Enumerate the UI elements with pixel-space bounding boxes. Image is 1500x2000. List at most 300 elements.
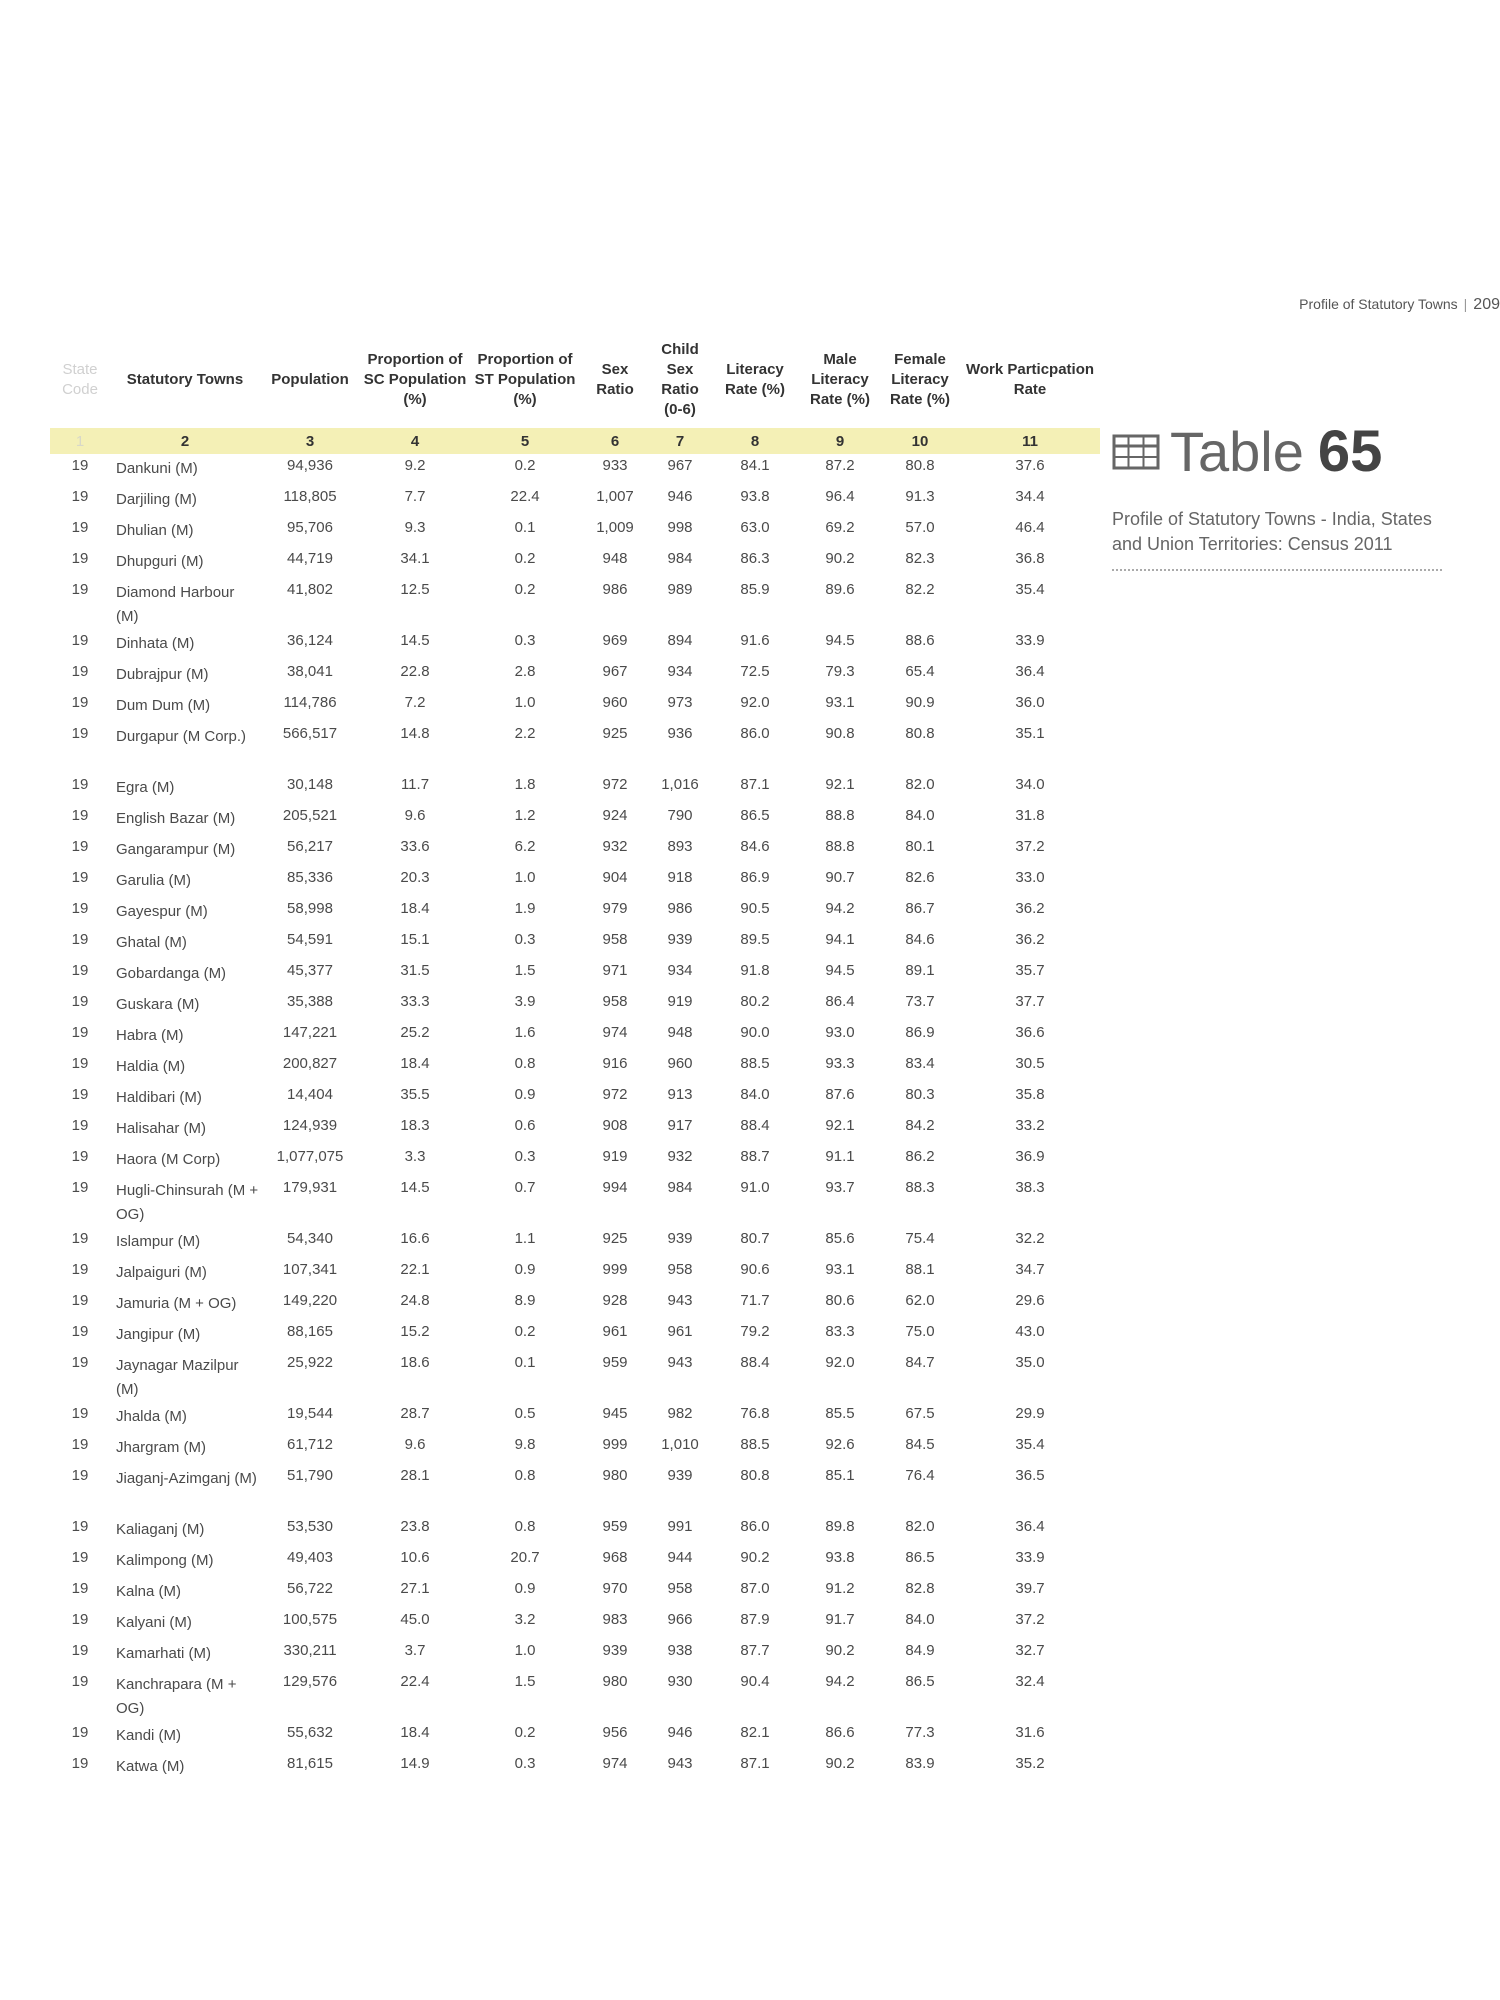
header-literacy-rate: Literacy Rate (%) bbox=[724, 361, 785, 398]
running-head bbox=[1299, 296, 1500, 314]
cell-literacy-rate: 87.7 bbox=[740, 1642, 770, 1659]
cell-state-code: 19 bbox=[71, 807, 89, 824]
table-row bbox=[50, 1670, 1100, 1721]
cell-sex-ratio: 969 bbox=[602, 632, 628, 649]
cell-st-proportion: 0.3 bbox=[514, 632, 536, 649]
table-row bbox=[50, 866, 1100, 897]
cell-state-code: 19 bbox=[71, 519, 89, 536]
cell-population: 147,221 bbox=[282, 1024, 338, 1041]
cell-child-sex-ratio: 958 bbox=[667, 1580, 693, 1597]
cell-work-participation-rate: 36.8 bbox=[1015, 550, 1045, 567]
cell-sc-proportion: 3.3 bbox=[404, 1148, 426, 1165]
cell-child-sex-ratio: 943 bbox=[667, 1292, 693, 1309]
cell-child-sex-ratio: 944 bbox=[667, 1549, 693, 1566]
cell-sc-proportion: 9.2 bbox=[404, 457, 426, 474]
column-number: 4 bbox=[360, 428, 470, 454]
cell-state-code: 19 bbox=[71, 931, 89, 948]
cell-female-literacy-rate: 75.4 bbox=[905, 1230, 935, 1247]
cell-st-proportion: 9.8 bbox=[514, 1436, 536, 1453]
cell-town-name: Islampur (M) bbox=[116, 1233, 201, 1250]
cell-town-name: Ghatal (M) bbox=[116, 934, 187, 951]
cell-sex-ratio: 924 bbox=[602, 807, 628, 824]
cell-sex-ratio: 928 bbox=[602, 1292, 628, 1309]
cell-sc-proportion: 9.6 bbox=[404, 807, 426, 824]
cell-child-sex-ratio: 938 bbox=[667, 1642, 693, 1659]
cell-town-name: Dinhata (M) bbox=[116, 635, 195, 652]
cell-work-participation-rate: 36.4 bbox=[1015, 663, 1045, 680]
cell-population: 88,165 bbox=[287, 1323, 333, 1340]
cell-st-proportion: 0.9 bbox=[514, 1086, 536, 1103]
cell-male-literacy-rate: 90.2 bbox=[825, 1755, 855, 1772]
cell-male-literacy-rate: 86.4 bbox=[825, 993, 855, 1010]
cell-population: 1,077,075 bbox=[276, 1148, 344, 1165]
cell-sc-proportion: 7.2 bbox=[404, 694, 426, 711]
cell-population: 330,211 bbox=[283, 1642, 337, 1659]
cell-work-participation-rate: 37.2 bbox=[1015, 1611, 1045, 1628]
cell-state-code: 19 bbox=[71, 457, 89, 474]
cell-sex-ratio: 999 bbox=[602, 1261, 628, 1278]
table-row bbox=[50, 1464, 1100, 1515]
cell-state-code: 19 bbox=[71, 869, 89, 886]
table-grid-icon bbox=[1112, 432, 1160, 472]
cell-st-proportion: 0.8 bbox=[514, 1055, 536, 1072]
cell-sc-proportion: 15.2 bbox=[400, 1323, 430, 1340]
cell-literacy-rate: 84.1 bbox=[740, 457, 770, 474]
cell-female-literacy-rate: 86.2 bbox=[905, 1148, 935, 1165]
cell-sex-ratio: 972 bbox=[602, 1086, 628, 1103]
cell-st-proportion: 1.1 bbox=[514, 1230, 536, 1247]
cell-male-literacy-rate: 92.0 bbox=[825, 1354, 855, 1371]
table-row bbox=[50, 547, 1100, 578]
table-row bbox=[50, 897, 1100, 928]
cell-female-literacy-rate: 80.1 bbox=[905, 838, 935, 855]
cell-population: 56,217 bbox=[287, 838, 333, 855]
cell-sex-ratio: 925 bbox=[602, 725, 628, 742]
cell-st-proportion: 1.8 bbox=[514, 776, 536, 793]
table-row bbox=[50, 454, 1100, 485]
cell-child-sex-ratio: 893 bbox=[667, 838, 693, 855]
cell-child-sex-ratio: 939 bbox=[667, 1467, 693, 1484]
cell-population: 51,790 bbox=[287, 1467, 333, 1484]
column-number: 9 bbox=[800, 428, 880, 454]
cell-population: 94,936 bbox=[287, 457, 333, 474]
cell-male-literacy-rate: 93.1 bbox=[825, 1261, 855, 1278]
cell-work-participation-rate: 43.0 bbox=[1015, 1323, 1045, 1340]
cell-st-proportion: 3.2 bbox=[514, 1611, 536, 1628]
cell-female-literacy-rate: 82.8 bbox=[905, 1580, 935, 1597]
running-head-section: Profile of Statutory Towns bbox=[1299, 296, 1458, 312]
table-caption: Profile of Statutory Towns - India, States and Union Territories: Census 2011 bbox=[1112, 509, 1432, 554]
cell-sex-ratio: 1,009 bbox=[596, 519, 634, 536]
cell-town-name: Jhargram (M) bbox=[116, 1439, 207, 1456]
cell-sc-proportion: 28.7 bbox=[400, 1405, 430, 1422]
cell-child-sex-ratio: 943 bbox=[667, 1354, 693, 1371]
cell-town-name: Garulia (M) bbox=[116, 872, 192, 889]
cell-sex-ratio: 945 bbox=[602, 1405, 628, 1422]
cell-state-code: 19 bbox=[71, 1673, 89, 1690]
cell-st-proportion: 0.7 bbox=[514, 1179, 536, 1196]
cell-population: 129,576 bbox=[282, 1673, 338, 1690]
cell-literacy-rate: 80.7 bbox=[740, 1230, 770, 1247]
cell-literacy-rate: 79.2 bbox=[740, 1323, 770, 1340]
table-row bbox=[50, 835, 1100, 866]
cell-sc-proportion: 14.8 bbox=[400, 725, 430, 742]
cell-town-name: Guskara (M) bbox=[116, 996, 200, 1013]
cell-work-participation-rate: 36.4 bbox=[1015, 1518, 1045, 1535]
cell-population: 14,404 bbox=[287, 1086, 333, 1103]
header-population: Population bbox=[271, 371, 349, 388]
cell-population: 19,544 bbox=[287, 1405, 333, 1422]
cell-st-proportion: 1.0 bbox=[514, 1642, 536, 1659]
cell-child-sex-ratio: 1,010 bbox=[661, 1436, 699, 1453]
cell-literacy-rate: 92.0 bbox=[740, 694, 770, 711]
cell-town-name: Dhulian (M) bbox=[116, 522, 194, 539]
cell-literacy-rate: 86.3 bbox=[740, 550, 770, 567]
table-row bbox=[50, 1320, 1100, 1351]
column-number: 6 bbox=[580, 428, 650, 454]
table-row bbox=[50, 1351, 1100, 1402]
cell-female-literacy-rate: 91.3 bbox=[905, 488, 935, 505]
cell-st-proportion: 0.5 bbox=[514, 1405, 536, 1422]
cell-literacy-rate: 86.0 bbox=[740, 725, 770, 742]
cell-sex-ratio: 983 bbox=[602, 1611, 628, 1628]
column-number: 11 bbox=[960, 428, 1100, 454]
cell-child-sex-ratio: 934 bbox=[667, 663, 693, 680]
cell-population: 61,712 bbox=[287, 1436, 333, 1453]
cell-literacy-rate: 87.9 bbox=[740, 1611, 770, 1628]
statutory-towns-table-container bbox=[50, 340, 1100, 1783]
cell-town-name: Dankuni (M) bbox=[116, 460, 198, 477]
cell-sc-proportion: 18.6 bbox=[400, 1354, 430, 1371]
cell-state-code: 19 bbox=[71, 1179, 89, 1196]
cell-female-literacy-rate: 84.7 bbox=[905, 1354, 935, 1371]
table-row bbox=[50, 1402, 1100, 1433]
cell-sex-ratio: 971 bbox=[602, 962, 628, 979]
table-title-block bbox=[1112, 418, 1442, 571]
cell-child-sex-ratio: 967 bbox=[667, 457, 693, 474]
cell-literacy-rate: 91.0 bbox=[740, 1179, 770, 1196]
cell-st-proportion: 0.2 bbox=[514, 550, 536, 567]
cell-child-sex-ratio: 958 bbox=[667, 1261, 693, 1278]
cell-child-sex-ratio: 943 bbox=[667, 1755, 693, 1772]
cell-st-proportion: 0.3 bbox=[514, 1148, 536, 1165]
cell-state-code: 19 bbox=[71, 1230, 89, 1247]
cell-work-participation-rate: 34.4 bbox=[1015, 488, 1045, 505]
cell-sex-ratio: 956 bbox=[602, 1724, 628, 1741]
column-number: 3 bbox=[260, 428, 360, 454]
cell-state-code: 19 bbox=[71, 1148, 89, 1165]
cell-state-code: 19 bbox=[71, 663, 89, 680]
cell-female-literacy-rate: 80.3 bbox=[905, 1086, 935, 1103]
cell-sex-ratio: 1,007 bbox=[596, 488, 634, 505]
cell-town-name: Kalyani (M) bbox=[116, 1614, 192, 1631]
cell-population: 124,939 bbox=[282, 1117, 338, 1134]
cell-male-literacy-rate: 96.4 bbox=[825, 488, 855, 505]
cell-sc-proportion: 14.9 bbox=[400, 1755, 430, 1772]
cell-town-name: Kalna (M) bbox=[116, 1583, 182, 1600]
cell-state-code: 19 bbox=[71, 1261, 89, 1278]
cell-literacy-rate: 84.6 bbox=[740, 838, 770, 855]
cell-town-name: Kamarhati (M) bbox=[116, 1645, 212, 1662]
cell-population: 100,575 bbox=[282, 1611, 338, 1628]
cell-work-participation-rate: 36.2 bbox=[1015, 900, 1045, 917]
cell-child-sex-ratio: 932 bbox=[667, 1148, 693, 1165]
cell-st-proportion: 2.2 bbox=[514, 725, 536, 742]
cell-sex-ratio: 925 bbox=[602, 1230, 628, 1247]
cell-sex-ratio: 958 bbox=[602, 993, 628, 1010]
cell-literacy-rate: 88.7 bbox=[740, 1148, 770, 1165]
cell-st-proportion: 1.0 bbox=[514, 869, 536, 886]
cell-town-name: Dum Dum (M) bbox=[116, 697, 211, 714]
cell-female-literacy-rate: 67.5 bbox=[905, 1405, 935, 1422]
cell-sc-proportion: 28.1 bbox=[400, 1467, 430, 1484]
cell-st-proportion: 1.5 bbox=[514, 1673, 536, 1690]
cell-male-literacy-rate: 91.1 bbox=[825, 1148, 855, 1165]
cell-child-sex-ratio: 982 bbox=[667, 1405, 693, 1422]
cell-sex-ratio: 967 bbox=[602, 663, 628, 680]
table-row bbox=[50, 1145, 1100, 1176]
cell-population: 53,530 bbox=[287, 1518, 333, 1535]
cell-st-proportion: 20.7 bbox=[510, 1549, 540, 1566]
cell-state-code: 19 bbox=[71, 776, 89, 793]
cell-sex-ratio: 939 bbox=[602, 1642, 628, 1659]
cell-male-literacy-rate: 87.6 bbox=[825, 1086, 855, 1103]
cell-population: 45,377 bbox=[287, 962, 333, 979]
header-sc-population: Proportion of SC Population (%) bbox=[363, 351, 467, 408]
cell-child-sex-ratio: 946 bbox=[667, 488, 693, 505]
cell-male-literacy-rate: 90.7 bbox=[825, 869, 855, 886]
cell-state-code: 19 bbox=[71, 1405, 89, 1422]
cell-sc-proportion: 15.1 bbox=[400, 931, 430, 948]
cell-male-literacy-rate: 94.1 bbox=[825, 931, 855, 948]
cell-literacy-rate: 84.0 bbox=[740, 1086, 770, 1103]
cell-state-code: 19 bbox=[71, 1055, 89, 1072]
cell-population: 38,041 bbox=[287, 663, 333, 680]
cell-literacy-rate: 88.4 bbox=[740, 1117, 770, 1134]
cell-female-literacy-rate: 57.0 bbox=[905, 519, 935, 536]
cell-population: 49,403 bbox=[287, 1549, 333, 1566]
cell-child-sex-ratio: 913 bbox=[667, 1086, 693, 1103]
cell-literacy-rate: 87.1 bbox=[740, 776, 770, 793]
cell-sex-ratio: 994 bbox=[602, 1179, 628, 1196]
cell-male-literacy-rate: 94.5 bbox=[825, 962, 855, 979]
cell-sex-ratio: 959 bbox=[602, 1518, 628, 1535]
cell-female-literacy-rate: 75.0 bbox=[905, 1323, 935, 1340]
table-row bbox=[50, 1577, 1100, 1608]
cell-literacy-rate: 88.5 bbox=[740, 1436, 770, 1453]
cell-sc-proportion: 11.7 bbox=[400, 776, 430, 793]
cell-st-proportion: 0.8 bbox=[514, 1467, 536, 1484]
cell-sc-proportion: 27.1 bbox=[400, 1580, 430, 1597]
cell-state-code: 19 bbox=[71, 900, 89, 917]
cell-sc-proportion: 16.6 bbox=[400, 1230, 430, 1247]
cell-population: 85,336 bbox=[287, 869, 333, 886]
cell-st-proportion: 1.9 bbox=[514, 900, 536, 917]
table-title-number: 65 bbox=[1317, 419, 1383, 484]
cell-work-participation-rate: 35.0 bbox=[1015, 1354, 1045, 1371]
cell-female-literacy-rate: 88.1 bbox=[905, 1261, 935, 1278]
cell-male-literacy-rate: 83.3 bbox=[825, 1323, 855, 1340]
cell-child-sex-ratio: 948 bbox=[667, 1024, 693, 1041]
cell-sc-proportion: 18.4 bbox=[400, 900, 430, 917]
cell-literacy-rate: 88.4 bbox=[740, 1354, 770, 1371]
cell-state-code: 19 bbox=[71, 1580, 89, 1597]
cell-sex-ratio: 986 bbox=[602, 581, 628, 598]
header-state-code: State Code bbox=[62, 361, 98, 398]
cell-population: 81,615 bbox=[287, 1755, 333, 1772]
cell-town-name: Jaynagar Mazilpur (M) bbox=[116, 1357, 239, 1398]
running-head-separator: | bbox=[1463, 296, 1468, 312]
table-row bbox=[50, 1721, 1100, 1752]
cell-male-literacy-rate: 92.1 bbox=[825, 776, 855, 793]
cell-state-code: 19 bbox=[71, 1117, 89, 1134]
table-row bbox=[50, 928, 1100, 959]
cell-child-sex-ratio: 989 bbox=[667, 581, 693, 598]
cell-st-proportion: 1.0 bbox=[514, 694, 536, 711]
cell-child-sex-ratio: 918 bbox=[667, 869, 693, 886]
cell-town-name: Hugli-Chinsurah (M + OG) bbox=[116, 1182, 259, 1223]
cell-sc-proportion: 14.5 bbox=[400, 632, 430, 649]
cell-sex-ratio: 960 bbox=[602, 694, 628, 711]
cell-town-name: Habra (M) bbox=[116, 1027, 184, 1044]
cell-female-literacy-rate: 65.4 bbox=[905, 663, 935, 680]
cell-work-participation-rate: 36.2 bbox=[1015, 931, 1045, 948]
column-number: 2 bbox=[110, 428, 260, 454]
cell-female-literacy-rate: 82.0 bbox=[905, 776, 935, 793]
cell-female-literacy-rate: 80.8 bbox=[905, 725, 935, 742]
cell-state-code: 19 bbox=[71, 1755, 89, 1772]
page-number: 209 bbox=[1473, 296, 1500, 313]
cell-town-name: Haldia (M) bbox=[116, 1058, 186, 1075]
table-row bbox=[50, 1433, 1100, 1464]
cell-female-literacy-rate: 80.8 bbox=[905, 457, 935, 474]
cell-male-literacy-rate: 94.2 bbox=[825, 1673, 855, 1690]
cell-work-participation-rate: 32.2 bbox=[1015, 1230, 1045, 1247]
cell-town-name: Halisahar (M) bbox=[116, 1120, 207, 1137]
cell-male-literacy-rate: 79.3 bbox=[825, 663, 855, 680]
cell-literacy-rate: 76.8 bbox=[740, 1405, 770, 1422]
cell-male-literacy-rate: 92.6 bbox=[825, 1436, 855, 1453]
cell-female-literacy-rate: 84.9 bbox=[905, 1642, 935, 1659]
cell-literacy-rate: 90.6 bbox=[740, 1261, 770, 1278]
cell-town-name: Darjiling (M) bbox=[116, 491, 197, 508]
cell-female-literacy-rate: 84.5 bbox=[905, 1436, 935, 1453]
cell-literacy-rate: 89.5 bbox=[740, 931, 770, 948]
cell-population: 54,340 bbox=[287, 1230, 333, 1247]
cell-female-literacy-rate: 84.0 bbox=[905, 807, 935, 824]
cell-child-sex-ratio: 934 bbox=[667, 962, 693, 979]
cell-female-literacy-rate: 89.1 bbox=[905, 962, 935, 979]
cell-work-participation-rate: 34.0 bbox=[1015, 776, 1045, 793]
cell-population: 179,931 bbox=[282, 1179, 338, 1196]
header-work-participation: Work Particpation Rate bbox=[965, 361, 1095, 398]
cell-st-proportion: 0.6 bbox=[514, 1117, 536, 1134]
cell-male-literacy-rate: 91.2 bbox=[825, 1580, 855, 1597]
cell-sex-ratio: 980 bbox=[602, 1673, 628, 1690]
cell-sc-proportion: 33.3 bbox=[400, 993, 430, 1010]
cell-work-participation-rate: 34.7 bbox=[1015, 1261, 1045, 1278]
cell-sc-proportion: 33.6 bbox=[400, 838, 430, 855]
cell-female-literacy-rate: 82.2 bbox=[905, 581, 935, 598]
cell-sc-proportion: 22.4 bbox=[400, 1673, 430, 1690]
header-female-literacy: Female Literacy Rate (%) bbox=[889, 351, 950, 408]
cell-town-name: Katwa (M) bbox=[116, 1758, 185, 1775]
cell-male-literacy-rate: 69.2 bbox=[825, 519, 855, 536]
cell-male-literacy-rate: 86.6 bbox=[825, 1724, 855, 1741]
cell-work-participation-rate: 31.8 bbox=[1015, 807, 1045, 824]
cell-work-participation-rate: 36.9 bbox=[1015, 1148, 1045, 1165]
cell-town-name: Gayespur (M) bbox=[116, 903, 208, 920]
cell-state-code: 19 bbox=[71, 1292, 89, 1309]
table-row bbox=[50, 691, 1100, 722]
table-row bbox=[50, 1258, 1100, 1289]
cell-state-code: 19 bbox=[71, 1086, 89, 1103]
cell-child-sex-ratio: 917 bbox=[667, 1117, 693, 1134]
table-row bbox=[50, 1752, 1100, 1783]
cell-sc-proportion: 3.7 bbox=[404, 1642, 426, 1659]
cell-sex-ratio: 970 bbox=[602, 1580, 628, 1597]
cell-male-literacy-rate: 90.2 bbox=[825, 550, 855, 567]
cell-population: 58,998 bbox=[287, 900, 333, 917]
cell-st-proportion: 0.2 bbox=[514, 581, 536, 598]
cell-st-proportion: 0.3 bbox=[514, 931, 536, 948]
cell-literacy-rate: 72.5 bbox=[740, 663, 770, 680]
cell-work-participation-rate: 37.7 bbox=[1015, 993, 1045, 1010]
cell-state-code: 19 bbox=[71, 1467, 89, 1484]
cell-child-sex-ratio: 984 bbox=[667, 550, 693, 567]
cell-state-code: 19 bbox=[71, 1354, 89, 1371]
cell-town-name: Haldibari (M) bbox=[116, 1089, 202, 1106]
cell-sex-ratio: 980 bbox=[602, 1467, 628, 1484]
cell-sex-ratio: 932 bbox=[602, 838, 628, 855]
cell-sex-ratio: 933 bbox=[602, 457, 628, 474]
cell-sc-proportion: 9.3 bbox=[404, 519, 426, 536]
cell-child-sex-ratio: 966 bbox=[667, 1611, 693, 1628]
cell-literacy-rate: 87.1 bbox=[740, 1755, 770, 1772]
cell-male-literacy-rate: 93.7 bbox=[825, 1179, 855, 1196]
cell-population: 44,719 bbox=[287, 550, 333, 567]
cell-child-sex-ratio: 960 bbox=[667, 1055, 693, 1072]
cell-female-literacy-rate: 86.7 bbox=[905, 900, 935, 917]
cell-population: 95,706 bbox=[287, 519, 333, 536]
cell-sc-proportion: 25.2 bbox=[400, 1024, 430, 1041]
cell-female-literacy-rate: 88.6 bbox=[905, 632, 935, 649]
table-row bbox=[50, 660, 1100, 691]
cell-sex-ratio: 919 bbox=[602, 1148, 628, 1165]
cell-town-name: English Bazar (M) bbox=[116, 810, 236, 827]
cell-population: 118,805 bbox=[283, 488, 337, 505]
cell-sc-proportion: 7.7 bbox=[404, 488, 426, 505]
cell-male-literacy-rate: 94.2 bbox=[825, 900, 855, 917]
cell-state-code: 19 bbox=[71, 1549, 89, 1566]
cell-sc-proportion: 10.6 bbox=[400, 1549, 430, 1566]
cell-sc-proportion: 14.5 bbox=[400, 1179, 430, 1196]
cell-literacy-rate: 86.5 bbox=[740, 807, 770, 824]
cell-st-proportion: 0.8 bbox=[514, 1518, 536, 1535]
cell-female-literacy-rate: 88.3 bbox=[905, 1179, 935, 1196]
cell-child-sex-ratio: 984 bbox=[667, 1179, 693, 1196]
table-row bbox=[50, 1052, 1100, 1083]
cell-population: 54,591 bbox=[287, 931, 333, 948]
cell-town-name: Dubrajpur (M) bbox=[116, 666, 209, 683]
cell-town-name: Durgapur (M Corp.) bbox=[116, 728, 247, 745]
cell-child-sex-ratio: 973 bbox=[667, 694, 693, 711]
cell-female-literacy-rate: 84.0 bbox=[905, 1611, 935, 1628]
cell-sc-proportion: 18.3 bbox=[400, 1117, 430, 1134]
cell-literacy-rate: 80.2 bbox=[740, 993, 770, 1010]
cell-male-literacy-rate: 87.2 bbox=[825, 457, 855, 474]
cell-literacy-rate: 90.2 bbox=[740, 1549, 770, 1566]
